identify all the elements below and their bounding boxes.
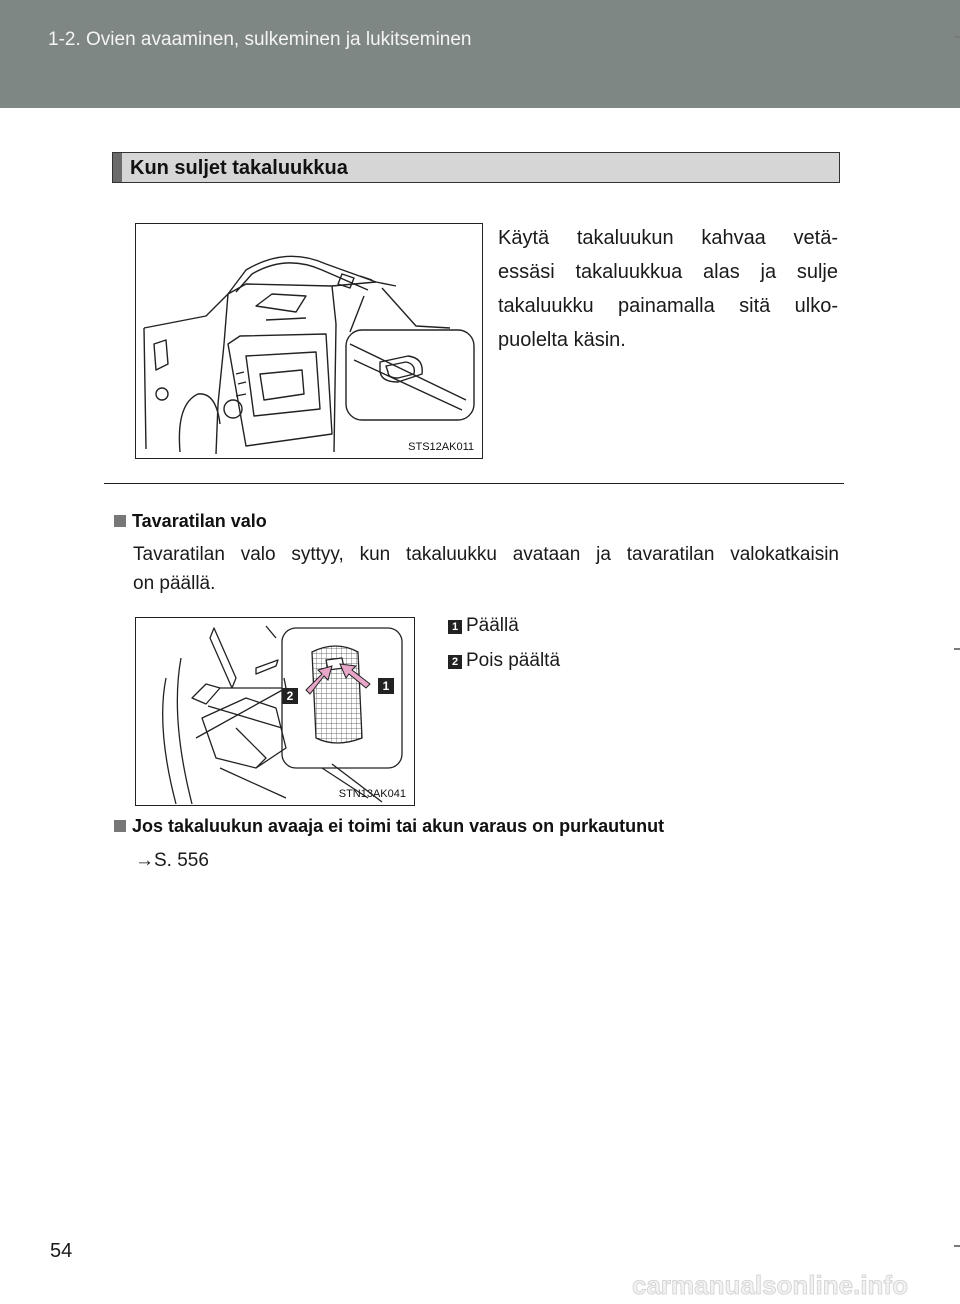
bullet-square-icon: [114, 820, 126, 832]
legend-label: Päällä: [466, 615, 519, 636]
subsection-heading-text: Jos takaluukun avaaja ei toimi tai akun varaus on purkautunut: [132, 816, 665, 836]
tailgate-illustration: [135, 223, 483, 459]
page-number: 54: [50, 1240, 73, 1262]
section1-body-line: essäsi takaluukkua alas ja sulje: [498, 261, 838, 283]
section1-body-line: takaluukku painamalla sitä ulko-: [498, 295, 838, 317]
title-accent-bar: [113, 153, 122, 182]
callout-number-2: 2: [286, 689, 294, 703]
section-divider: [104, 483, 844, 484]
edge-tick: [954, 648, 960, 650]
page-reference: →S. 556: [135, 850, 209, 871]
section-title: Kun suljet takaluukkua: [130, 157, 348, 179]
section1-body-line: Käytä takaluukun kahvaa vetä-: [498, 227, 838, 249]
legend-number: 1: [448, 620, 462, 634]
section-label: 1-2. Ovien avaaminen, sulkeminen ja lukitseminen: [48, 29, 472, 50]
edge-tick: [954, 1245, 960, 1247]
luggage-light-illustration: [135, 617, 415, 806]
edge-tick: [954, 36, 960, 38]
section1-body-line: puolelta käsin.: [498, 329, 626, 351]
section2-body-line: Tavaratilan valo syttyy, kun takaluukku avataan ja tavaratilan valokatkaisin: [133, 544, 839, 565]
legend-item-off: [448, 650, 560, 672]
section2-body-line: on päällä.: [133, 573, 216, 594]
subsection-heading-text: Tavaratilan valo: [132, 511, 267, 531]
luggage-light-drawing: [136, 618, 413, 804]
car-rear-drawing: [136, 224, 481, 457]
section-title-box: [112, 152, 840, 183]
bullet-square-icon: [114, 515, 126, 527]
header-band: [0, 0, 960, 108]
legend-label: Pois päältä: [466, 650, 561, 671]
watermark-logo: [590, 1268, 950, 1302]
subsection-heading: [114, 816, 664, 837]
legend-number: 2: [448, 655, 462, 669]
callout-number-1: 1: [382, 679, 390, 693]
legend-item-on: [448, 615, 519, 637]
figure-code: STS12AK011: [408, 441, 474, 453]
figure-code: STN13AK041: [338, 788, 406, 800]
subsection-heading: [114, 511, 267, 532]
watermark-text: carmanualsonline.info: [632, 1270, 908, 1300]
